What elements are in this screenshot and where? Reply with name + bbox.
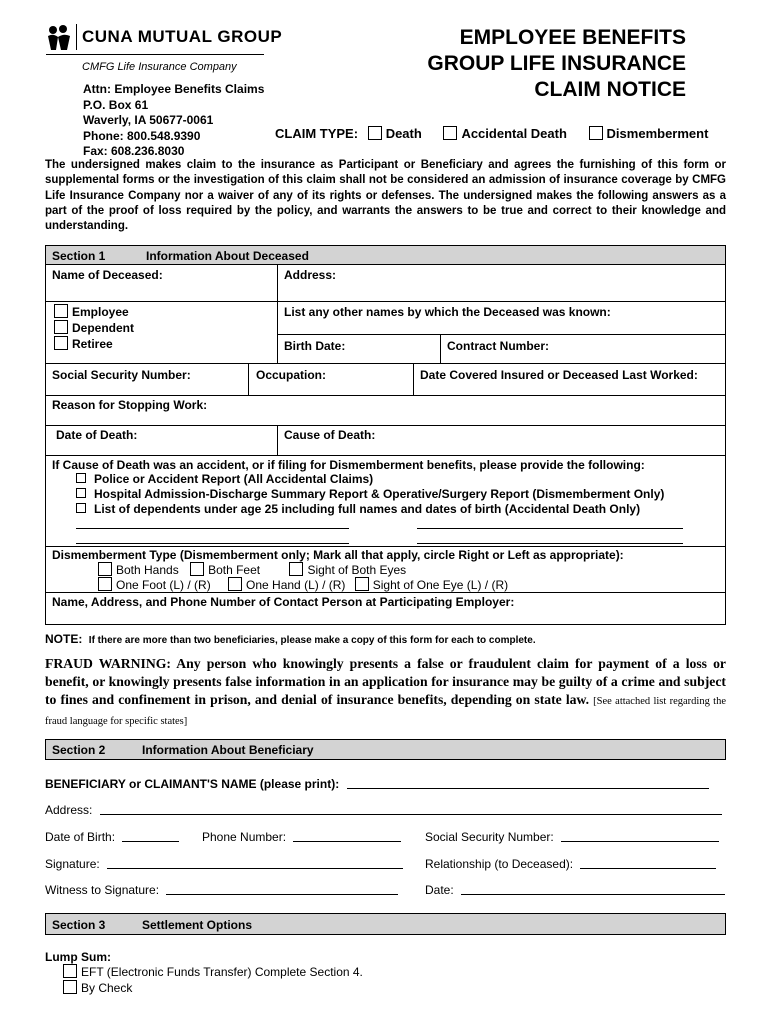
claim-type-dismemberment[interactable]: Dismemberment [589,126,709,141]
deceased-address-field[interactable]: Address: [284,268,337,282]
employer-contact-field[interactable]: Name, Address, and Phone Number of Contact Person at Participating Employer: [52,595,515,609]
logo-icon [46,24,72,52]
accident-instructions: If Cause of Death was an accident, or if filing for Dismemberment benefits, please provide the following: [52,458,645,472]
sight-one-eye-option[interactable]: Sight of One Eye (L) / (R) [355,578,508,592]
relation-options [54,304,134,352]
beneficiary-date-field[interactable]: Date: [425,883,725,897]
settlement-options [63,964,363,996]
date-covered-field[interactable]: Date Covered Insured or Deceased Last Worked: [420,368,698,382]
section2-header: Section 2 Information About Beneficiary [45,739,726,760]
dependents-line[interactable] [417,543,683,544]
relation-retiree[interactable]: Retiree [54,336,134,352]
death-checkbox[interactable] [368,126,382,140]
check-option[interactable]: By Check [63,980,363,996]
beneficiary-dob-field[interactable]: Date of Birth: [45,830,179,844]
police-report-item[interactable]: Police or Accident Report (All Accidental Claims) [76,472,664,487]
date-of-death-field[interactable]: Date of Death: [56,428,138,442]
section1-header: Section 1 Information About Deceased [45,245,726,265]
accident-documents-list [76,472,664,517]
contract-number-field[interactable]: Contract Number: [447,339,550,353]
accidental-death-checkbox[interactable] [443,126,457,140]
occupation-field[interactable]: Occupation: [256,368,327,382]
eft-checkbox[interactable] [63,964,77,978]
hospital-report-item[interactable]: Hospital Admission-Discharge Summary Report & Operative/Surgery Report (Dismemberment Only) [76,487,664,502]
reason-stopping-work-field[interactable]: Reason for Stopping Work: [52,398,208,412]
check-checkbox[interactable] [63,980,77,994]
beneficiary-ssn-field[interactable]: Social Security Number: [425,830,719,844]
dismemberment-checkbox[interactable] [589,126,603,140]
company-name: CUNA MUTUAL GROUP [82,27,283,46]
dependents-line[interactable] [417,528,683,529]
claim-type-row: CLAIM TYPE: Death Accidental Death Dismemberment [275,126,709,141]
beneficiary-relationship-field[interactable]: Relationship (to Deceased): [425,857,716,871]
both-hands-option[interactable]: Both Hands [98,563,179,577]
one-hand-option[interactable]: One Hand (L) / (R) [228,578,345,592]
beneficiary-phone-field[interactable]: Phone Number: [202,830,401,844]
claims-address: Attn: Employee Benefits Claims P.O. Box 61 Waverly, IA 50677-0061 Phone: 800.548.9390 Fax: 608.236.8030 [83,82,265,158]
beneficiary-signature-field[interactable]: Signature: [45,857,403,871]
deceased-name-field[interactable]: Name of Deceased: [52,268,163,282]
dismemberment-instructions: Dismemberment Type (Dismemberment only; Mark all that apply, circle Right or Left as appropriate): [52,548,624,562]
dismemberment-row-1 [98,562,406,577]
sight-both-eyes-option[interactable]: Sight of Both Eyes [289,563,406,577]
dependents-line[interactable] [76,528,349,529]
cause-of-death-field[interactable]: Cause of Death: [284,428,376,442]
both-feet-option[interactable]: Both Feet [190,563,260,577]
birth-date-field[interactable]: Birth Date: [284,339,346,353]
witness-signature-field[interactable]: Witness to Signature: [45,883,398,897]
subsidiary-name: CMFG Life Insurance Company [82,61,237,73]
intro-paragraph: The undersigned makes claim to the insurance as Participant or Beneficiary and agrees the furnishing of this form or supplemental forms or the investigation of this claim shall not be considered an admission of insurance coverage by CMFG Life Insurance Company nor a waiver of any of its rights or defenses. The undersigned makes the following answers as a part of the proof of loss required by the policy, and warrants the answers to be true and correct to their knowledge and understanding. [45,159,726,233]
deceased-ssn-field[interactable]: Social Security Number: [52,368,191,382]
claim-type-accidental-death[interactable]: Accidental Death [443,126,566,141]
one-foot-option[interactable]: One Foot (L) / (R) [98,578,211,592]
form-title: EMPLOYEE BENEFITS GROUP LIFE INSURANCE CLAIM NOTICE [427,26,686,101]
fraud-warning: FRAUD WARNING: Any person who knowingly presents a false or fraudulent claim for payment of a loss or benefit, or knowingly presents false information in an application for insurance may be guilty of a crime and subject to fines and confinement in prison, and denial of insurance benefits, depending on state law. [See attached list regarding the fraud language for specific states] [45,656,726,727]
note: NOTE: If there are more than two beneficiaries, please make a copy of this form for each to complete. [45,632,536,646]
claim-type-death[interactable]: Death [368,126,422,141]
beneficiary-name-field[interactable]: BENEFICIARY or CLAIMANT'S NAME (please print): [45,777,709,791]
eft-option[interactable]: EFT (Electronic Funds Transfer) Complete Section 4. [63,964,363,980]
dependents-line[interactable] [76,543,349,544]
lump-sum-label: Lump Sum: [45,950,111,964]
dependents-list-item[interactable]: List of dependents under age 25 including full names and dates of birth (Accidental Death Only) [76,502,664,517]
section3-header: Section 3 Settlement Options [45,913,726,935]
other-names-field[interactable]: List any other names by which the Deceased was known: [284,305,611,319]
relation-dependent[interactable]: Dependent [54,320,134,336]
relation-employee[interactable]: Employee [54,304,134,320]
dismemberment-row-2 [98,577,508,592]
company-logo [46,24,283,58]
beneficiary-address-field[interactable]: Address: [45,803,722,817]
